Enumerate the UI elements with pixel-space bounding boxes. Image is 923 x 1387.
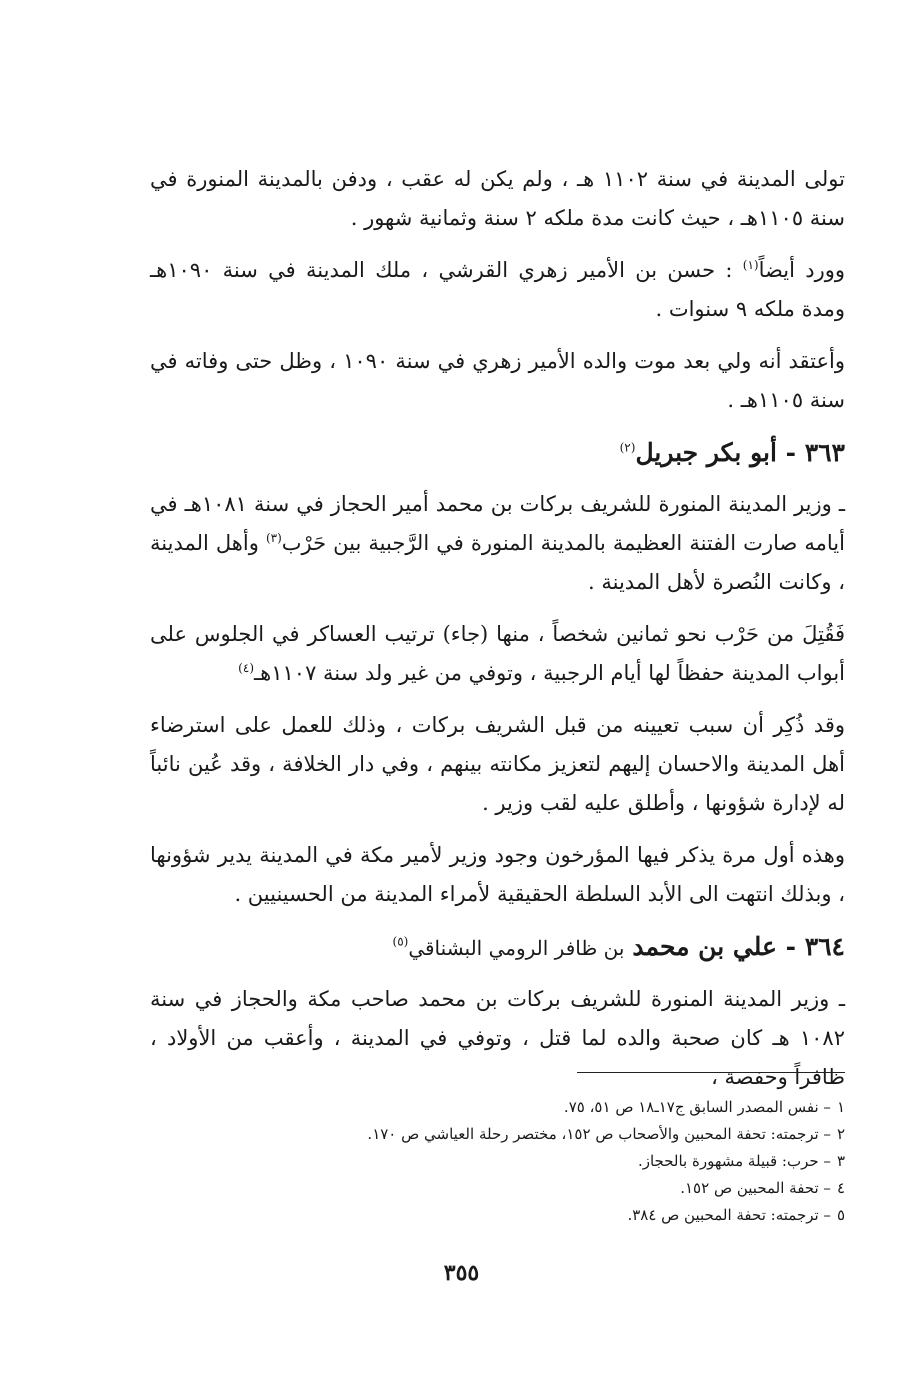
footnote-ref[interactable]: (٤) — [238, 661, 254, 675]
footnote-number: ١ — [836, 1098, 845, 1116]
main-text — [150, 160, 845, 1110]
footnote — [150, 1094, 845, 1121]
footnote — [150, 1175, 845, 1202]
entry-dash: - — [776, 932, 805, 961]
footnote-ref[interactable]: (٥) — [392, 934, 409, 949]
footnote-number: ٤ — [836, 1179, 845, 1197]
footnote-number: ٢ — [836, 1125, 845, 1143]
footnote-divider — [577, 1072, 845, 1073]
paragraph: ـ وزير المدينة المنورة للشريف بركات بن محمد صاحب مكة والحجاز في سنة ١٠٨٢ هـ كان صحبة والده لما قتل ، وتوفي في المدينة ، وأعقب من الأولاد ، ظافراً وحفصة ، — [150, 987, 845, 1089]
footnote-ref[interactable]: (٢) — [619, 440, 636, 455]
entry-name: علي بن محمد — [632, 932, 777, 961]
entry-heading-363 — [150, 433, 845, 473]
footnote-number: ٣ — [836, 1152, 845, 1170]
paragraph-text: ـ وزير المدينة المنورة للشريف بركات بن محمد أمير الحجاز في سنة ١٠٨١هـ في أيامه صارت الفتنة العظيمة بالمدينة المنورة في الرَّجبية بين حَرْب — [150, 492, 845, 555]
entry-dash: - — [776, 438, 805, 467]
footnote — [150, 1202, 845, 1229]
paragraph-text: وأهل المدينة ، وكانت النُصرة لأهل المدينة . — [150, 531, 845, 594]
entry-number: ٣٦٤ — [804, 932, 845, 961]
entry-number: ٣٦٣ — [804, 438, 845, 467]
footnote-text: – حرب: قبيلة مشهورة بالحجاز. — [637, 1152, 831, 1170]
footnotes — [150, 1094, 845, 1229]
page-number: ٣٥٥ — [443, 1260, 480, 1286]
paragraph-text: فَقُتِلَ من حَرْب نحو ثمانين شخصاً ، منها (جاء) ترتيب العساكر في الجلوس على أبواب المدينة حفظاً لها أيام الرجبية ، وتوفي من غير ولد سنة ١١٠٧هـ — [150, 622, 845, 685]
paragraph: تولى المدينة في سنة ١١٠٢ هـ ، ولم يكن له عقب ، ودفن بالمدينة المنورة في سنة ١١٠٥هـ ، حيث كانت مدة ملكه ٢ سنة وثمانية شهور . — [150, 167, 845, 230]
paragraph: وهذه أول مرة يذكر فيها المؤرخون وجود وزير لأمير مكة في المدينة يدير شؤونها ، وبذلك انتهت الى الأبد السلطة الحقيقية لأمراء المدينة من الحسينيين . — [150, 843, 845, 906]
paragraph — [150, 251, 845, 329]
paragraph-text: : حسن بن الأمير زهري القرشي ، ملك المدينة في سنة ١٠٩٠هـ ومدة ملكه ٩ سنوات . — [150, 258, 845, 321]
footnote — [150, 1121, 845, 1148]
footnote-number: ٥ — [836, 1206, 845, 1224]
footnote-ref[interactable]: (١) — [742, 258, 759, 272]
footnote-text: – نفس المصدر السابق ج١٧ـ١٨ ص ٥١، ٧٥. — [563, 1098, 831, 1116]
entry-name: أبو بكر جبريل — [635, 438, 777, 467]
footnote — [150, 1148, 845, 1175]
footnote-text: – ترجمته: تحفة المحبين والأصحاب ص ١٥٢، مختصر رحلة العياشي ص ١٧٠. — [367, 1125, 831, 1143]
footnote-text: – تحفة المحبين ص ١٥٢. — [680, 1179, 831, 1197]
footnote-text: – ترجمته: تحفة المحبين ص ٣٨٤. — [627, 1206, 831, 1224]
entry-heading-364 — [150, 927, 845, 968]
paragraph — [150, 615, 845, 693]
footnote-ref[interactable]: (٣) — [265, 531, 282, 545]
paragraph: وقد ذُكِر أن سبب تعيينه من قبل الشريف بركات ، وذلك للعمل على استرضاء أهل المدينة والاحسان إليهم لتعزيز مكانته بينهم ، وفي دار الخلافة ، وقد عُين نائباً له لإدارة شؤونها ، وأطلق عليه لقب وزير . — [150, 713, 845, 815]
paragraph — [150, 485, 845, 602]
paragraph-text: وورد أيضاً — [758, 258, 845, 282]
paragraph: وأعتقد أنه ولي بعد موت والده الأمير زهري في سنة ١٠٩٠ ، وظل حتى وفاته في سنة ١١٠٥هـ . — [150, 349, 845, 412]
entry-name-rest: بن ظافر الرومي البشناقي — [408, 936, 625, 960]
